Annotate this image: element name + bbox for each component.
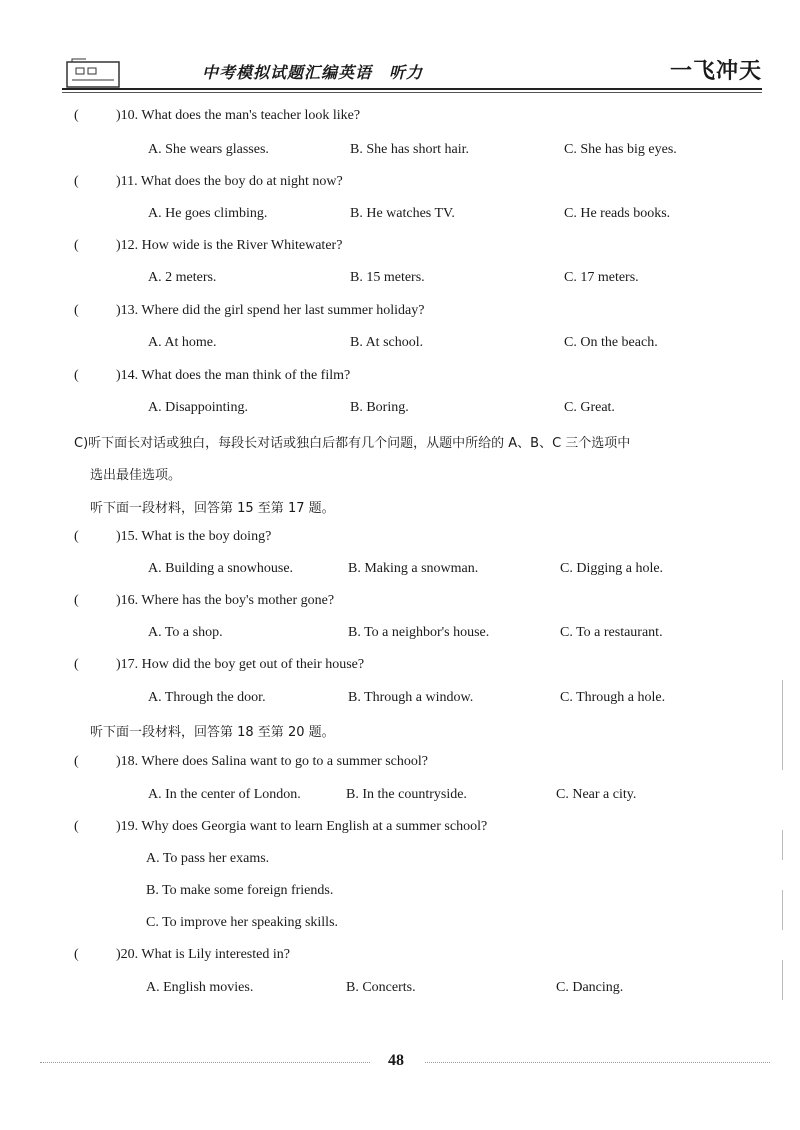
answer-blank[interactable]: (	[74, 303, 79, 318]
question-text: Where has the boy's mother gone?	[141, 593, 335, 608]
option-c: C. 17 meters.	[564, 270, 639, 285]
option-b: B. Making a snowman.	[348, 561, 479, 576]
option-c: C. To improve her speaking skills.	[146, 915, 339, 930]
option-c: C. Dancing.	[556, 980, 624, 995]
answer-blank[interactable]: (	[74, 657, 79, 672]
option-a: A. To a shop.	[148, 625, 223, 640]
answer-blank[interactable]: (	[74, 754, 79, 769]
option-c: C. Great.	[564, 400, 615, 415]
question-number: )15.	[116, 529, 139, 544]
option-b: B. He watches TV.	[350, 206, 455, 221]
margin-mark	[782, 890, 783, 930]
option-c: C. He reads books.	[564, 206, 671, 221]
option-c: C. On the beach.	[564, 335, 658, 350]
question-number: )10.	[116, 108, 139, 123]
question-text: Why does Georgia want to learn English at a summer school?	[141, 819, 488, 834]
option-a: A. At home.	[148, 335, 217, 350]
answer-blank[interactable]: (	[74, 593, 79, 608]
option-b: B. Concerts.	[346, 980, 416, 995]
option-a: A. She wears glasses.	[148, 142, 269, 157]
option-b: B. She has short hair.	[350, 142, 469, 157]
option-a: A. Building a snowhouse.	[148, 561, 294, 576]
question-number: )16.	[116, 593, 139, 608]
question-text: How did the boy get out of their house?	[141, 657, 365, 672]
question-number: )18.	[116, 754, 139, 769]
margin-mark	[782, 680, 783, 770]
passage-intro: 听下面一段材料，回答第 15 至第 17 题。	[90, 501, 335, 516]
option-a: A. To pass her exams.	[146, 851, 270, 866]
option-b: B. Boring.	[350, 400, 409, 415]
question-text: What is Lily interested in?	[141, 947, 290, 962]
header-title: 中考模拟试题汇编英语 听力	[202, 63, 424, 82]
option-c: C. She has big eyes.	[564, 142, 677, 157]
option-c: C. To a restaurant.	[560, 625, 663, 640]
option-b: B. To a neighbor's house.	[348, 625, 490, 640]
question-number: )13.	[116, 303, 139, 318]
page-number: 48	[388, 1052, 404, 1069]
footer-dotted-rule	[40, 1062, 370, 1064]
option-b: B. To make some foreign friends.	[146, 883, 334, 898]
question-text: What is the boy doing?	[141, 529, 272, 544]
answer-blank[interactable]: (	[74, 108, 79, 123]
question-text: What does the man's teacher look like?	[141, 108, 361, 123]
answer-blank[interactable]: (	[74, 238, 79, 253]
section-instructions: C)听下面长对话或独白，每段长对话或独白后都有几个问题，从题中所给的 A、B、C 三个选项中	[74, 436, 631, 451]
question-number: )19.	[116, 819, 139, 834]
option-a: A. Through the door.	[148, 690, 266, 705]
option-a: A. English movies.	[146, 980, 254, 995]
section-instructions-cont: 选出最佳选项。	[90, 468, 182, 483]
footer-dotted-rule	[425, 1062, 770, 1064]
passage-intro: 听下面一段材料，回答第 18 至第 20 题。	[90, 725, 335, 740]
option-b: B. In the countryside.	[346, 787, 467, 802]
question-number: )14.	[116, 368, 139, 383]
question-number: )20.	[116, 947, 139, 962]
question-text: How wide is the River Whitewater?	[141, 238, 343, 253]
option-a: A. 2 meters.	[148, 270, 217, 285]
question-number: )11.	[116, 174, 138, 189]
brand-logo: 一飞冲天	[669, 59, 762, 84]
margin-mark	[782, 830, 783, 860]
option-a: A. He goes climbing.	[148, 206, 268, 221]
option-b: B. Through a window.	[348, 690, 474, 705]
question-text: What does the boy do at night now?	[140, 174, 343, 189]
option-c: C. Near a city.	[556, 787, 637, 802]
answer-blank[interactable]: (	[74, 819, 79, 834]
margin-mark	[782, 960, 783, 1000]
answer-blank[interactable]: (	[74, 174, 79, 189]
option-c: C. Digging a hole.	[560, 561, 664, 576]
question-number: )17.	[116, 657, 139, 672]
answer-blank[interactable]: (	[74, 529, 79, 544]
option-c: C. Through a hole.	[560, 690, 666, 705]
question-text: Where does Salina want to go to a summer school?	[141, 754, 428, 769]
option-a: A. Disappointing.	[148, 400, 248, 415]
question-text: Where did the girl spend her last summer holiday?	[141, 303, 425, 318]
question-text: What does the man think of the film?	[141, 368, 351, 383]
option-b: B. 15 meters.	[350, 270, 425, 285]
option-a: A. In the center of London.	[148, 787, 301, 802]
answer-blank[interactable]: (	[74, 368, 79, 383]
option-b: B. At school.	[350, 335, 424, 350]
answer-blank[interactable]: (	[74, 947, 79, 962]
question-number: )12.	[116, 238, 139, 253]
